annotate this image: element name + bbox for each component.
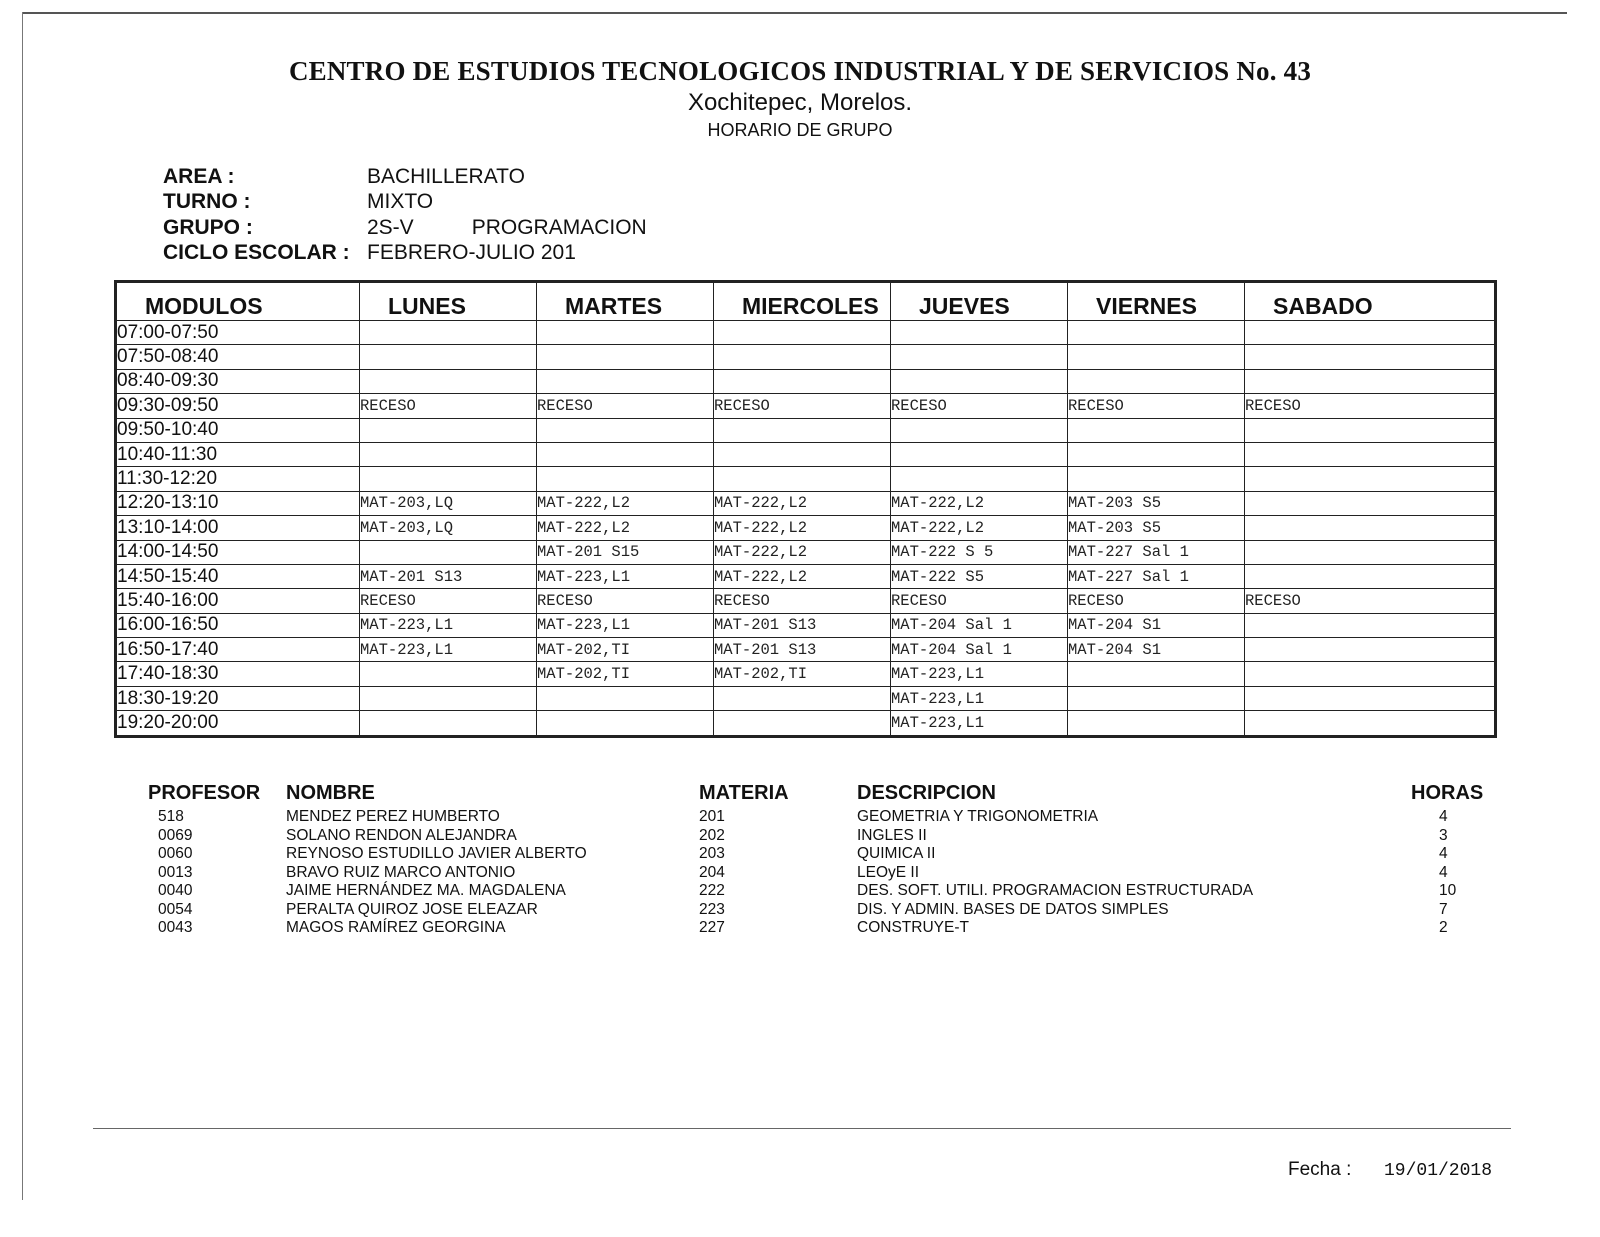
class-cell: MAT-222 S5: [891, 564, 1068, 588]
schedule-row: [116, 418, 1496, 442]
schedule-row: [116, 589, 1496, 613]
class-cell: [360, 442, 537, 466]
professor-row: [148, 864, 1548, 883]
class-cell: RECESO: [360, 589, 537, 613]
class-cell: RECESO: [891, 394, 1068, 418]
class-cell: MAT-227 Sal 1: [1068, 540, 1245, 564]
time-slot: 08:40-09:30: [116, 369, 360, 393]
professor-horas: 10: [1439, 882, 1457, 899]
class-cell: MAT-203,LQ: [360, 516, 537, 540]
schedule-col-header: MIERCOLES: [714, 282, 891, 321]
time-slot: 16:50-17:40: [116, 638, 360, 662]
class-cell: MAT-223,L1: [891, 662, 1068, 686]
professor-materia: 227: [699, 919, 725, 936]
schedule-col-header: MARTES: [537, 282, 714, 321]
class-cell: MAT-222,L2: [714, 540, 891, 564]
top-border: [22, 12, 1567, 14]
professor-profesor: 0013: [158, 863, 193, 881]
class-cell: MAT-222,L2: [714, 516, 891, 540]
professor-descripcion: DIS. Y ADMIN. BASES DE DATOS SIMPLES: [857, 900, 1169, 918]
professor-nombre: MAGOS RAMÍREZ GEORGINA: [286, 919, 506, 936]
especialidad: PROGRAMACION: [471, 215, 647, 239]
professor-profesor: 0060: [158, 845, 193, 862]
grupo-label: GRUPO :: [163, 215, 253, 239]
col-nombre: NOMBRE: [286, 782, 375, 804]
schedule-row: [116, 711, 1496, 736]
ciclo-row: [163, 241, 647, 267]
class-cell: MAT-204 S1: [1068, 613, 1245, 637]
class-cell: [360, 369, 537, 393]
class-cell: MAT-223,L1: [360, 638, 537, 662]
professor-materia: 222: [699, 882, 725, 899]
area-row: [163, 164, 647, 190]
professor-profesor: 0040: [158, 882, 193, 899]
class-cell: MAT-222,L2: [714, 564, 891, 588]
professor-materia: 223: [699, 900, 725, 918]
grupo-row: [163, 215, 647, 241]
grupo-value: [367, 216, 647, 240]
professor-profesor: 518: [158, 808, 184, 825]
professor-horas: 2: [1439, 919, 1448, 936]
class-cell: MAT-222,L2: [537, 516, 714, 540]
class-cell: [360, 467, 537, 491]
col-profesor: PROFESOR: [148, 782, 261, 804]
professor-descripcion: INGLES II: [857, 826, 927, 844]
schedule-row: [116, 394, 1496, 418]
class-cell: [537, 369, 714, 393]
professor-nombre: REYNOSO ESTUDILLO JAVIER ALBERTO: [286, 845, 587, 862]
grupo-code: 2S-V: [367, 215, 414, 239]
class-cell: [891, 369, 1068, 393]
schedule-body: [116, 321, 1496, 737]
professor-materia: 201: [699, 808, 725, 825]
class-cell: [1245, 686, 1496, 710]
institution-title: CENTRO DE ESTUDIOS TECNOLOGICOS INDUSTRIAL Y DE SERVICIOS No. 43: [288, 56, 1312, 86]
professor-nombre: JAIME HERNÁNDEZ MA. MAGDALENA: [286, 882, 566, 899]
class-cell: [360, 540, 537, 564]
class-cell: [714, 442, 891, 466]
class-cell: [1068, 369, 1245, 393]
class-cell: [537, 686, 714, 710]
class-cell: RECESO: [1068, 589, 1245, 613]
class-cell: [1245, 662, 1496, 686]
class-cell: [360, 345, 537, 369]
time-slot: 16:00-16:50: [116, 613, 360, 637]
time-slot: 13:10-14:00: [116, 516, 360, 540]
class-cell: [360, 662, 537, 686]
professors-rows: [148, 808, 1548, 938]
professor-descripcion: CONSTRUYE-T: [857, 919, 969, 936]
class-cell: MAT-222,L2: [891, 516, 1068, 540]
class-cell: MAT-222 S 5: [891, 540, 1068, 564]
location: Xochitepec, Morelos.: [687, 89, 913, 116]
class-cell: MAT-201 S13: [714, 638, 891, 662]
professor-row: [148, 808, 1548, 827]
schedule-row: [116, 467, 1496, 491]
col-horas: HORAS: [1411, 782, 1484, 804]
schedule-col-header: VIERNES: [1068, 282, 1245, 321]
class-cell: MAT-203 S5: [1068, 491, 1245, 515]
schedule-row: [116, 613, 1496, 637]
class-cell: MAT-223,L1: [537, 613, 714, 637]
time-slot: 09:30-09:50: [116, 394, 360, 418]
professor-profesor: 0043: [158, 919, 193, 936]
class-cell: [537, 711, 714, 736]
professor-horas: 4: [1439, 863, 1448, 881]
class-cell: [1068, 321, 1245, 345]
class-cell: [1068, 442, 1245, 466]
class-cell: MAT-223,L1: [891, 686, 1068, 710]
class-cell: [714, 418, 891, 442]
class-cell: [1245, 369, 1496, 393]
class-cell: [1245, 491, 1496, 515]
fecha-label: Fecha :: [1288, 1159, 1352, 1180]
professor-horas: 7: [1439, 900, 1448, 918]
class-cell: MAT-204 S1: [1068, 638, 1245, 662]
class-cell: [714, 467, 891, 491]
professor-descripcion: QUIMICA II: [857, 845, 936, 862]
class-cell: MAT-204 Sal 1: [891, 613, 1068, 637]
class-cell: MAT-204 Sal 1: [891, 638, 1068, 662]
class-cell: MAT-202,TI: [537, 638, 714, 662]
professor-nombre: BRAVO RUIZ MARCO ANTONIO: [286, 863, 516, 881]
class-cell: [891, 321, 1068, 345]
class-cell: [1245, 613, 1496, 637]
time-slot: 09:50-10:40: [116, 418, 360, 442]
professor-row: [148, 882, 1548, 901]
footer-divider: [93, 1128, 1511, 1129]
class-cell: MAT-227 Sal 1: [1068, 564, 1245, 588]
schedule-row: [116, 491, 1496, 515]
class-cell: [537, 442, 714, 466]
schedule-col-header: JUEVES: [891, 282, 1068, 321]
ciclo-label: CICLO ESCOLAR :: [163, 241, 350, 265]
professor-materia: 204: [699, 863, 725, 881]
class-cell: [537, 321, 714, 345]
class-cell: MAT-201 S13: [360, 564, 537, 588]
professor-materia: 202: [699, 826, 725, 844]
professor-row: [148, 901, 1548, 920]
class-cell: RECESO: [360, 394, 537, 418]
class-cell: MAT-203,LQ: [360, 491, 537, 515]
class-cell: [714, 711, 891, 736]
class-cell: [1068, 418, 1245, 442]
area-label: AREA :: [163, 164, 235, 188]
professor-profesor: 0054: [158, 900, 193, 918]
class-cell: [891, 345, 1068, 369]
class-cell: RECESO: [891, 589, 1068, 613]
class-cell: [1245, 321, 1496, 345]
ciclo-value: FEBRERO-JULIO 201: [367, 241, 576, 265]
professor-descripcion: DES. SOFT. UTILI. PROGRAMACION ESTRUCTURADA: [857, 882, 1254, 899]
class-cell: [360, 686, 537, 710]
col-descripcion: DESCRIPCION: [857, 782, 996, 804]
professor-nombre: PERALTA QUIROZ JOSE ELEAZAR: [286, 900, 538, 918]
class-cell: [714, 686, 891, 710]
fecha-value: 19/01/2018: [1384, 1161, 1493, 1181]
professors-header: [148, 782, 1548, 808]
class-cell: RECESO: [1245, 394, 1496, 418]
professor-descripcion: GEOMETRIA Y TRIGONOMETRIA: [857, 808, 1099, 825]
class-cell: [1245, 467, 1496, 491]
time-slot: 07:00-07:50: [116, 321, 360, 345]
professor-row: [148, 919, 1548, 938]
class-cell: [1245, 345, 1496, 369]
schedule-col-header: LUNES: [360, 282, 537, 321]
professor-profesor: 0069: [158, 826, 193, 844]
class-cell: [360, 711, 537, 736]
class-cell: [891, 467, 1068, 491]
class-cell: [1245, 638, 1496, 662]
turno-label: TURNO :: [163, 190, 251, 214]
time-slot: 14:00-14:50: [116, 540, 360, 564]
class-cell: [714, 345, 891, 369]
professor-nombre: MENDEZ PEREZ HUMBERTO: [286, 808, 500, 825]
class-cell: [1245, 711, 1496, 736]
schedule-header-row: [116, 282, 1496, 321]
class-cell: MAT-202,TI: [714, 662, 891, 686]
schedule-row: [116, 516, 1496, 540]
schedule-row: [116, 638, 1496, 662]
schedule-table: [114, 280, 1497, 738]
class-cell: [1245, 564, 1496, 588]
time-slot: 15:40-16:00: [116, 589, 360, 613]
schedule-row: [116, 442, 1496, 466]
class-cell: [1245, 442, 1496, 466]
schedule-col-header: MODULOS: [116, 282, 360, 321]
schedule-row: [116, 345, 1496, 369]
class-cell: MAT-203 S5: [1068, 516, 1245, 540]
schedule-col-header: SABADO: [1245, 282, 1496, 321]
class-cell: [360, 321, 537, 345]
class-cell: [714, 369, 891, 393]
class-cell: MAT-223,L1: [360, 613, 537, 637]
class-cell: RECESO: [714, 589, 891, 613]
time-slot: 11:30-12:20: [116, 467, 360, 491]
class-cell: RECESO: [537, 589, 714, 613]
schedule-row: [116, 369, 1496, 393]
professor-row: [148, 845, 1548, 864]
area-value: BACHILLERATO: [367, 164, 525, 188]
document-type: HORARIO DE GRUPO: [707, 120, 893, 140]
class-cell: MAT-202,TI: [537, 662, 714, 686]
class-cell: [714, 321, 891, 345]
class-cell: [891, 442, 1068, 466]
turno-value: MIXTO: [367, 190, 434, 214]
class-cell: [360, 418, 537, 442]
time-slot: 18:30-19:20: [116, 686, 360, 710]
time-slot: 12:20-13:10: [116, 491, 360, 515]
class-cell: RECESO: [1245, 589, 1496, 613]
schedule-row: [116, 686, 1496, 710]
schedule-row: [116, 662, 1496, 686]
class-cell: [1068, 662, 1245, 686]
left-border: [22, 12, 23, 1200]
turno-row: [163, 190, 647, 216]
professor-horas: 4: [1439, 808, 1448, 825]
class-cell: [1068, 467, 1245, 491]
class-cell: MAT-201 S13: [714, 613, 891, 637]
professor-materia: 203: [699, 845, 725, 862]
class-cell: [537, 345, 714, 369]
class-cell: MAT-222,L2: [714, 491, 891, 515]
class-cell: [1245, 540, 1496, 564]
class-cell: MAT-201 S15: [537, 540, 714, 564]
class-cell: [1245, 418, 1496, 442]
class-cell: MAT-223,L1: [891, 711, 1068, 736]
class-cell: [1068, 711, 1245, 736]
professor-nombre: SOLANO RENDON ALEJANDRA: [286, 826, 517, 844]
professor-row: [148, 827, 1548, 846]
class-cell: RECESO: [1068, 394, 1245, 418]
class-cell: [891, 418, 1068, 442]
class-cell: MAT-222,L2: [891, 491, 1068, 515]
col-materia: MATERIA: [699, 782, 789, 804]
group-info: [163, 164, 647, 266]
class-cell: [537, 467, 714, 491]
class-cell: [1245, 516, 1496, 540]
class-cell: MAT-223,L1: [537, 564, 714, 588]
time-slot: 14:50-15:40: [116, 564, 360, 588]
time-slot: 17:40-18:30: [116, 662, 360, 686]
time-slot: 19:20-20:00: [116, 711, 360, 736]
class-cell: [1068, 686, 1245, 710]
class-cell: RECESO: [714, 394, 891, 418]
professor-horas: 4: [1439, 845, 1448, 862]
class-cell: [537, 418, 714, 442]
schedule-row: [116, 321, 1496, 345]
professors-list: [148, 782, 1548, 938]
class-cell: RECESO: [537, 394, 714, 418]
professor-horas: 3: [1439, 826, 1448, 844]
professor-descripcion: LEOyE II: [857, 863, 920, 881]
time-slot: 07:50-08:40: [116, 345, 360, 369]
time-slot: 10:40-11:30: [116, 442, 360, 466]
class-cell: MAT-222,L2: [537, 491, 714, 515]
schedule-row: [116, 540, 1496, 564]
class-cell: [1068, 345, 1245, 369]
schedule-row: [116, 564, 1496, 588]
